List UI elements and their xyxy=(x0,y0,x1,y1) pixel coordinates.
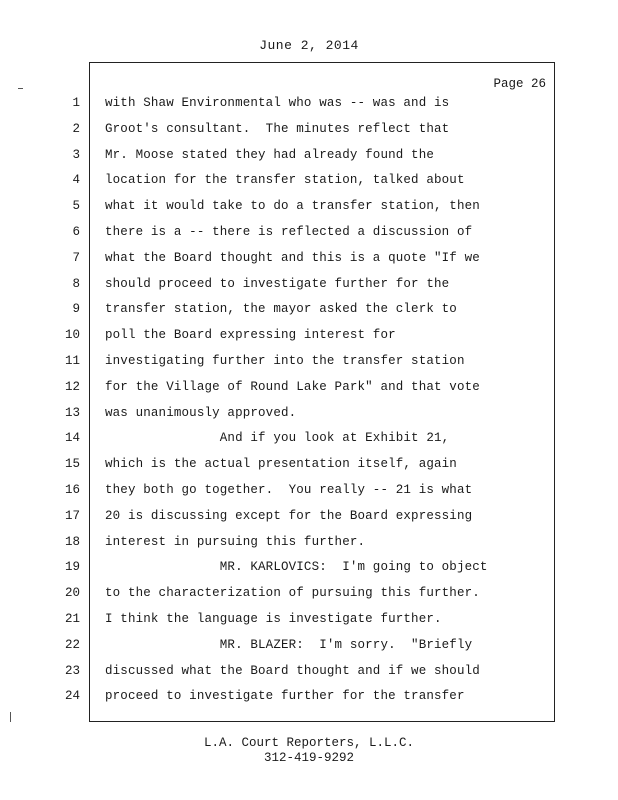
transcript-line: location for the transfer station, talked about xyxy=(105,173,465,187)
transcript-line: what it would take to do a transfer station, then xyxy=(105,199,480,213)
line-number: 13 xyxy=(64,406,80,420)
line-number: 5 xyxy=(72,199,80,213)
line-number: 12 xyxy=(64,380,80,394)
line-number: 24 xyxy=(64,689,80,703)
transcript-line: which is the actual presentation itself, again xyxy=(105,457,457,471)
line-number: 2 xyxy=(72,122,80,136)
scan-mark xyxy=(10,712,11,722)
transcript-line: to the characterization of pursuing this further. xyxy=(105,586,480,600)
line-number: 18 xyxy=(64,535,80,549)
transcript-line: was unanimously approved. xyxy=(105,406,297,420)
line-number: 23 xyxy=(64,664,80,678)
scan-mark xyxy=(18,88,23,89)
transcript-line: there is a -- there is reflected a discussion of xyxy=(105,225,473,239)
line-number: 15 xyxy=(64,457,80,471)
line-number: 17 xyxy=(64,509,80,523)
line-number: 21 xyxy=(64,612,80,626)
transcript-line: Groot's consultant. The minutes reflect that xyxy=(105,122,450,136)
transcript-line: Mr. Moose stated they had already found the xyxy=(105,148,435,162)
court-reporter-name: L.A. Court Reporters, L.L.C. xyxy=(203,736,415,750)
line-number: 10 xyxy=(64,328,80,342)
transcript-line: they both go together. You really -- 21 is what xyxy=(105,483,473,497)
line-number: 3 xyxy=(72,148,80,162)
transcript-line: discussed what the Board thought and if we should xyxy=(105,664,480,678)
transcript-line: proceed to investigate further for the transfer xyxy=(105,689,465,703)
page-date-header: June 2, 2014 xyxy=(259,38,359,53)
line-number: 16 xyxy=(64,483,80,497)
transcript-line: 20 is discussing except for the Board expressing xyxy=(105,509,473,523)
line-number: 22 xyxy=(64,638,80,652)
transcript-line: should proceed to investigate further for the xyxy=(105,277,450,291)
line-number: 20 xyxy=(64,586,80,600)
transcript-line: interest in pursuing this further. xyxy=(105,535,366,549)
transcript-line: investigating further into the transfer station xyxy=(105,354,465,368)
transcript-line: And if you look at Exhibit 21, xyxy=(105,431,450,445)
transcript-line: MR. KARLOVICS: I'm going to object xyxy=(105,560,488,574)
transcript-line: transfer station, the mayor asked the clerk to xyxy=(105,302,457,316)
line-number: 6 xyxy=(72,225,80,239)
line-number: 1 xyxy=(72,96,80,110)
transcript-line: for the Village of Round Lake Park" and that vote xyxy=(105,380,480,394)
transcript-line: I think the language is investigate further. xyxy=(105,612,442,626)
line-number: 7 xyxy=(72,251,80,265)
line-number: 9 xyxy=(72,302,80,316)
line-number: 11 xyxy=(64,354,80,368)
page-footer xyxy=(0,736,618,766)
line-number: 8 xyxy=(72,277,80,291)
line-number: 19 xyxy=(64,560,80,574)
transcript-line: MR. BLAZER: I'm sorry. "Briefly xyxy=(105,638,473,652)
transcript-line: poll the Board expressing interest for xyxy=(105,328,396,342)
line-number: 4 xyxy=(72,173,80,187)
transcript-line: what the Board thought and this is a quote "If we xyxy=(105,251,480,265)
transcript-line: with Shaw Environmental who was -- was and is xyxy=(105,96,450,110)
page-number-label: Page 26 xyxy=(493,77,546,91)
line-number: 14 xyxy=(64,431,80,445)
court-reporter-phone: 312-419-9292 xyxy=(263,751,354,765)
